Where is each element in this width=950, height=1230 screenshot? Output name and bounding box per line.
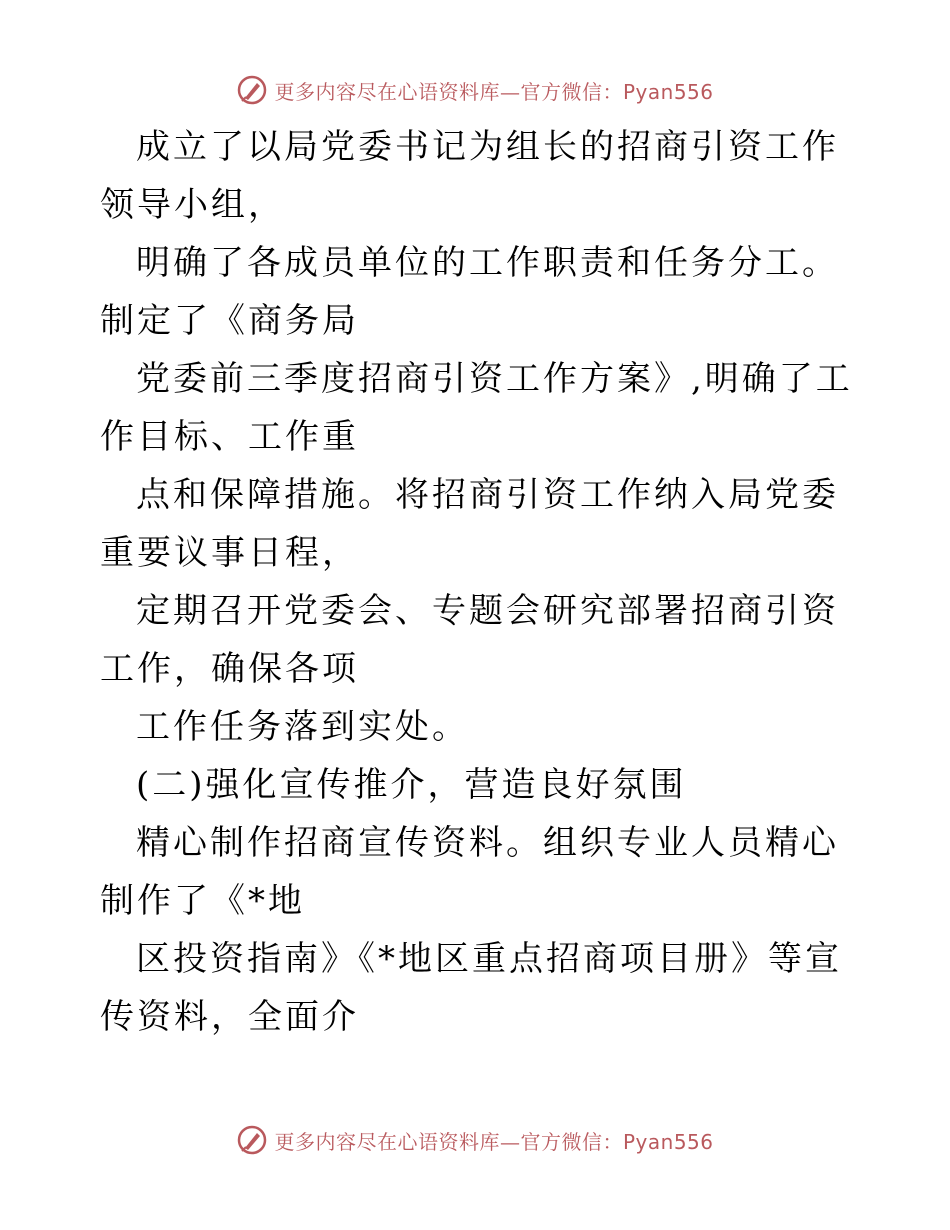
watermark-header [0, 70, 950, 110]
paragraph: 点和保障措施。将招商引资工作纳入局党委重要议事日程， [100, 475, 839, 573]
pen-quill-logo-icon [236, 74, 268, 106]
watermark-text-cn: 更多内容尽在心语资料库—官方微信： [274, 79, 623, 104]
paragraph: 工作任务落到实处。 [136, 707, 469, 747]
watermark-text [274, 1126, 713, 1155]
pen-quill-logo-icon [236, 1124, 268, 1156]
paragraph: 成立了以局党委书记为组长的招商引资工作领导小组， [100, 127, 839, 225]
watermark-text [274, 76, 713, 105]
paragraph: 定期召开党委会、专题会研究部署招商引资工作，确保各项 [100, 591, 839, 689]
watermark-text-cn: 更多内容尽在心语资料库—官方微信： [274, 1129, 623, 1154]
section-heading: (二)强化宣传推介，营造良好氛围 [136, 765, 687, 805]
paragraph: 精心制作招商宣传资料。组织专业人员精心制作了《*地 [100, 823, 839, 921]
paragraph: 区投资指南》《*地区重点招商项目册》等宣传资料，全面介 [100, 939, 842, 1037]
document-body [100, 118, 860, 1046]
paragraph: 明确了各成员单位的工作职责和任务分工。制定了《商务局 [100, 243, 839, 341]
paragraph: 党委前三季度招商引资工作方案》,明确了工作目标、工作重 [100, 359, 853, 457]
watermark-footer [0, 1120, 950, 1160]
watermark-text-id: Pyan556 [622, 79, 714, 104]
watermark-text-id: Pyan556 [622, 1129, 714, 1154]
